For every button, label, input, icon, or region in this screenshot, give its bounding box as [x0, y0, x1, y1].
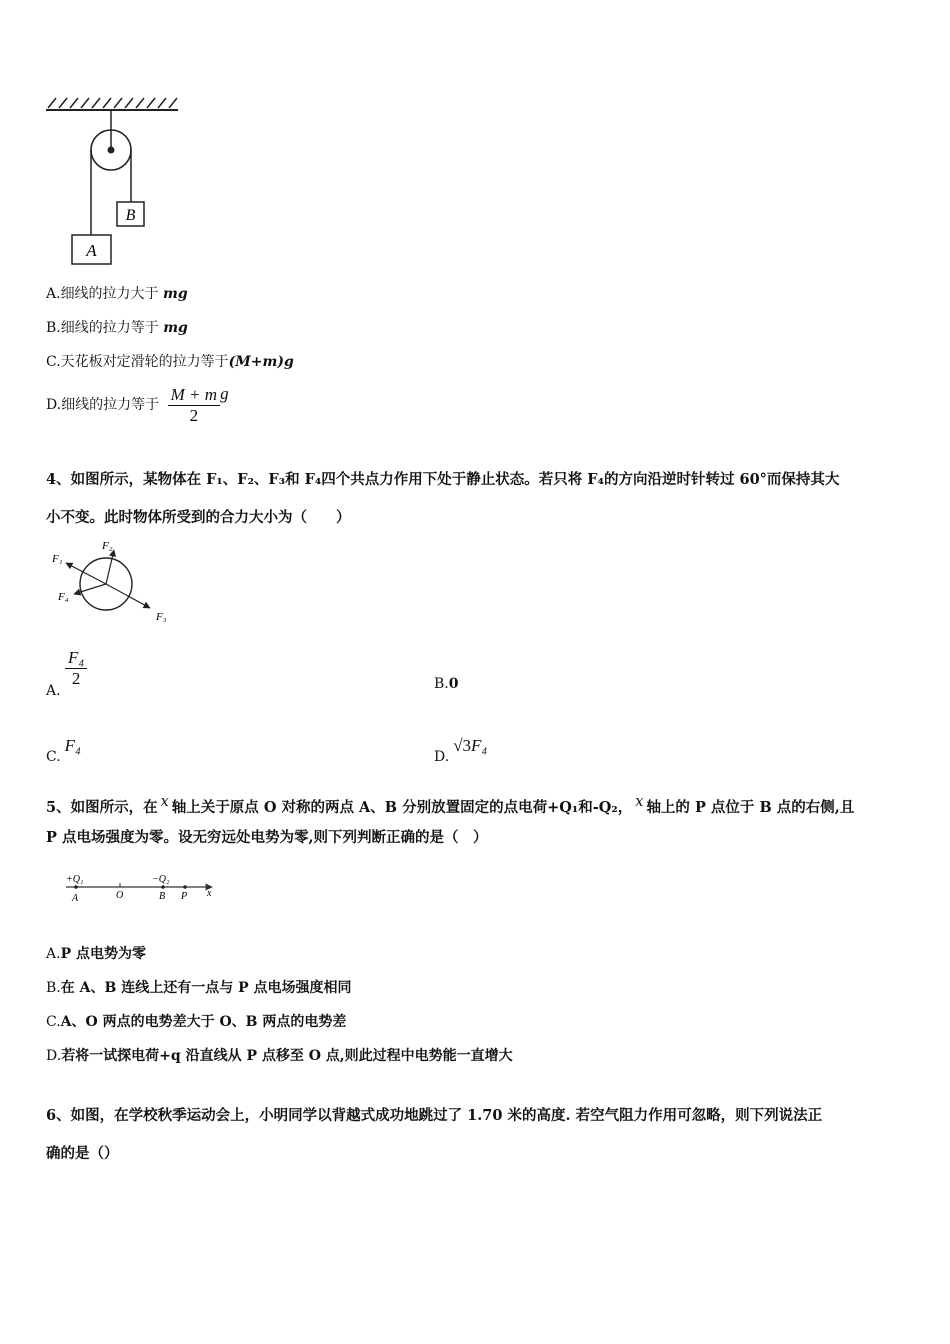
- q5-option-d[interactable]: D.若将一试探电荷+q 沿直线从 P 点移至 O 点,则此过程中电势能一直增大: [46, 1048, 513, 1064]
- point-p-label: P: [181, 891, 188, 902]
- f3-label: F₃: [156, 611, 167, 623]
- q4-stem-line2: 小不变。此时物体所受到的合力大小为（ ）: [46, 509, 351, 526]
- q5-stem-line1: 5、如图所示，在 x 轴上关于原点 O 对称的两点 A、B 分别放置固定的点电荷+Q₁和-Q₂， x 轴上的 P 点位于 B 点的右侧,且: [46, 794, 855, 816]
- axis-x-label: x: [207, 888, 212, 899]
- q4-stem-line1: 4、如图所示，某物体在 F₁、F₂、F₃和 F₄四个共点力作用下处于静止状态。若只将 F₄的方向沿逆时针转过 60°而保持其大: [46, 471, 840, 488]
- axis-figure: [62, 868, 228, 914]
- q6-stem-line2: 确的是（）: [46, 1145, 119, 1162]
- q5-option-a[interactable]: A.P 点电势为零: [46, 946, 146, 962]
- point-a-label: A: [72, 893, 79, 904]
- q4-option-d[interactable]: D.√3F₄: [434, 736, 488, 765]
- q3-option-d[interactable]: D.细线的拉力等于 $\frac{M + m}{2}$ g: [46, 384, 229, 425]
- q5-option-b[interactable]: B.在 A、B 连线上还有一点与 P 点电场强度相同: [46, 980, 352, 996]
- q5-option-c[interactable]: C.A、O 两点的电势差大于 O、B 两点的电势差: [46, 1014, 347, 1030]
- q6-stem-line1: 6、如图，在学校秋季运动会上，小明同学以背越式成功地跳过了 1.70 米的高度. 若空气阻力作用可忽略，则下列说法正: [46, 1107, 823, 1124]
- q4-option-c[interactable]: C.F₄: [46, 736, 81, 765]
- q4-option-a[interactable]: A. $\frac{\text{F₄}}{2}$: [46, 648, 87, 701]
- point-b-label: B: [159, 891, 166, 902]
- forces-figure: [44, 536, 184, 628]
- q3-option-b[interactable]: B.细线的拉力等于 mg: [46, 320, 188, 336]
- q5-stem-line2: P 点电场强度为零。设无穷远处电势为零,则下列判断正确的是（ ）: [46, 829, 488, 846]
- q4-option-b[interactable]: B.0: [434, 676, 459, 692]
- q3-option-c[interactable]: C.天花板对定滑轮的拉力等于(M+m)g: [46, 354, 294, 370]
- fraction: $\frac{M + m}{2}$: [168, 385, 220, 426]
- point-o-label: O: [116, 890, 124, 901]
- q1-label: +Q₁: [66, 874, 84, 885]
- q2-label: −Q₂: [152, 874, 170, 885]
- q3-option-a[interactable]: A.细线的拉力大于 mg: [46, 286, 188, 302]
- block-b-label: B: [125, 207, 136, 224]
- pulley-figure: [40, 92, 190, 272]
- fraction: $\frac{\text{F₄}}{2}$: [65, 648, 87, 689]
- f1-label: F₁: [52, 553, 63, 565]
- f4-label: F₄: [58, 591, 69, 603]
- block-a-label: A: [86, 241, 97, 260]
- f2-label: F₂: [102, 540, 113, 552]
